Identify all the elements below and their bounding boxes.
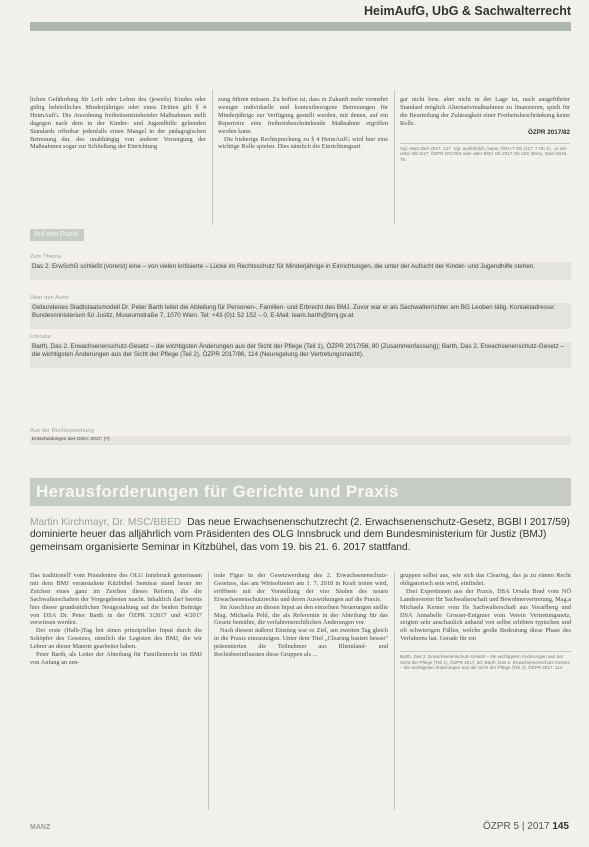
page-footer <box>483 821 569 832</box>
footnote-rule <box>400 137 570 144</box>
article-author: Martin Kirchmayr, Dr. MSC/BBED <box>30 517 182 528</box>
article-lead: Das neue Erwachsenenschutzrecht (2. Erwachsenenschutz-Gesetz, BGBl I 2017/59) dominierte heuer das alljährlich vom Präsidenten des OLG Innsbruck und dem Bundesministerium für Justiz (BMJ) gemeinsam organisierte Seminar in Kitzbühel, das vom 19. bis 21. 6. 2017 stattfand. <box>30 517 570 553</box>
column-divider <box>394 90 395 225</box>
info-box-case-law: Entscheidungen des OGH; 2017; (?) <box>30 436 571 445</box>
body-column-2 <box>214 572 388 810</box>
body-column-3 <box>400 572 571 810</box>
page-number: 145 <box>552 821 569 832</box>
paragraph: gruppen selbst aus, wie sich das Clearing, das ja zu einem Recht obligatorisch sein wird, einfindet. <box>400 572 571 587</box>
paragraph: Nach diesem äußerst Einstieg war es Ziel, am zweiten Tag gleich in die Praxis einzusteigen. Unter dem Titel „Clearing basiert besser" präsentierten die Teilnehmer aus Rheinland- und Rechtsbeeinflussten diese Gruppen als ... <box>214 627 388 659</box>
footnote: Vgl. etwa Zierl 2017, 127. Vgl. ausführlich, bspw. ÖGH 7 Ob 1/17; 7 Ob 1/... in der unter Ob 2/17; ÖZPR 2017/53 oder aber BGH Ob 2017 Ob 153; Berry, Spiel 2016, 75. <box>400 145 568 163</box>
paragraph: Im Anschluss an diesen Input an den einzelnen Neuerungen stellte Mag. Michaela Pehl, die als Referentin in der Abteilung für das Gesetz bemühte, die verfahrensrechtlichen Änderungen vor. <box>214 603 388 627</box>
article-signature: ÖZPR 2017/82 <box>527 128 570 136</box>
publisher-logo: MANZ <box>30 824 51 831</box>
footnote: Barth, Das 2. Erwachsenenschutz-Gesetz – die wichtigsten Änderungen aus der Sicht der Pflege (Teil 1), ÖZPR 2017, 80; Barth, Das 2. Erwachsenenschutz-Gesetz – die wichtigsten Änderungen aus der Sicht der Pflege (Teil 2), ÖZPR 2017, 114. <box>400 651 571 671</box>
paragraph: Das traditionell' vom Präsidenten des OLG Innsbruck gemeinsam mit dem BMJ veranstaltete Kitzbühel Seminar stand heuer im Zeichen eines ganz im Zeichen dieses Reform, die die Sachwalterschaften der Vorgegebenen macht. Inhaltlich darf bereits hier dieser grundsätzlichen Neugestaltung auf die beiden Beiträge von DSA Dr. Peter Barth in der ÖZPR 3/2017 und 4/2017 verwiesen werden. <box>30 572 202 627</box>
paragraph: gar nicht bzw. aber nicht in der Lage ist, nach ausgeführter Standard möglich Alternativmaßnahmen zu finanzieren, spielt für die Beurteilung der Zulässigkeit einer Freiheitsbeschränkung keine Rolle. <box>400 96 570 127</box>
section-tab: Auf den Punkt <box>30 229 84 241</box>
body-column-1 <box>30 572 202 810</box>
info-box-topic: Das 2. ErwSchG schließt (vorerst) eine – von vielen kritisierte – Lücke im Rechtsschutz für Minderjährige in Einrichtungen, die unter der Aufsicht der Kinder- und Jugendhilfe stehen. <box>30 262 571 280</box>
info-label-literature: Literatur <box>30 334 52 340</box>
journal-issue: ÖZPR 5 | 2017 <box>483 821 550 832</box>
info-label-author: Über den Autor <box>30 295 69 301</box>
info-label-topic: Zum Thema <box>30 254 62 260</box>
column-divider <box>208 572 209 810</box>
article-intro <box>30 517 575 554</box>
column-divider <box>212 90 213 225</box>
top-column-middle <box>218 96 388 224</box>
info-box-author: Gebundenes Stadtstaatsmodell Dr. Peter Barth leitet die Abteilung für Personen-, Familien- und Erbrecht des BMJ. Zuvor war er als Sachwalterrichter am BG Leoben tätig. Kontaktadresse: Bundesministerium für Justiz, Museumstraße 7, 1070 Wien. Tel: +43 (0)1 52 152 – 0, E-Mail: team.barth@bmj.gv.at <box>30 303 571 329</box>
info-box-literature: Barth, Das 2. Erwachsenenschutz-Gesetz – die wichtigsten Änderungen aus der Sicht der Pflege (Teil 1), ÖZPR 2017/56, 80 (Zusammenfassung); Barth, Das 2. Erwachsenenschutz-Gesetz – die wichtigsten Änderungen aus der Sicht der Pflege (Teil 2), ÖZPR 2017/86, 114 (Neuregelung der Vertretungsmacht). <box>30 342 571 368</box>
running-header-title: HeimAufG, UbG & Sachwalterrecht <box>364 4 571 18</box>
column-divider <box>394 572 395 810</box>
paragraph: trale Figur in der Gesetzwerdung des 2. Erwachsenenschutz-Gesetzes, das am Wirtsoftreten am 1. 7. 2018 in Kraft treten wird, eröffnete mit der Vorstellung der vier Säulen des neuen Erwachsenenschutzrechts und deren Auswirkungen auf die Praxis. <box>214 572 388 603</box>
article-title-band: Herausforderungen für Gerichte und Praxis <box>30 478 571 506</box>
paragraph: Drei Expertinnen aus der Praxis, DSA Ursula Brad vom NÖ Landesverein für Sachwalterschaft und Bewohnervertretung, Mag.a Michaela Kerner vom Ifs Sachwalterschaft aus Vorarlberg und DSA Annabelle Grosser-Enigmer vom Verein Vertretungsnetz, zeigten sehr anschaulich anhand von selbst erlebten typischen und oft schwierigen Fällen, welche große Bedeutung diese Phase des Verfahrens hat. Gerade für ein <box>400 587 571 643</box>
top-column-left <box>30 96 206 224</box>
paragraph: zung führen müssen. Zu hoffen ist, dass in Zukunft mehr vermehrt weniger individuelle und kontextbezogene Betreuungen für Minderjährige zur Verfügung gestellt werden, mit denen, auf ein Repertoire eine freiheitsbeschränkende Maßnahme ergriffen werden kann. <box>218 96 388 135</box>
header-bar <box>30 22 571 31</box>
paragraph: Peter Barth, als Leiter der Abteilung für Familienrecht im BMJ von Anfang an zen- <box>30 651 202 666</box>
paragraph: Der erste (Halb-)Tag bot einen prinzipiellen Input durch die Schöpfer des Gesetzes, nämlich die Legisten des BMJ, die wir Lehrer an dieser Materie gearbeitet haben. <box>30 627 202 651</box>
info-label-case-law: Aus der Rechtsprechung <box>30 428 94 434</box>
top-column-right <box>400 96 570 228</box>
paragraph: lichen Gefährdung für Leib oder Leben des (jeweils) Kindes oder gültig behördliches Minderjähriges oder eines Dritten gilt § 4 HeimAufG. Die Anordnung freiheitsentziehender Maßnahmen stellt dagegen nach dem in der Kinder- und Jugendhilfe geltenden Standards offenbar jedenfalls einen Mangel in der pädagogischen Betreuung dar, des unabhängig von anderer Vorsorgung der Maßnahmen sogar zur Schließung der Einrichtung <box>30 96 206 151</box>
paragraph: Die bisherige Rechtsprechung zu § 4 HeimAufG wird hier eine wichtige Rolle spielen. Dies nämlich die Einrichtungsart <box>218 135 388 151</box>
